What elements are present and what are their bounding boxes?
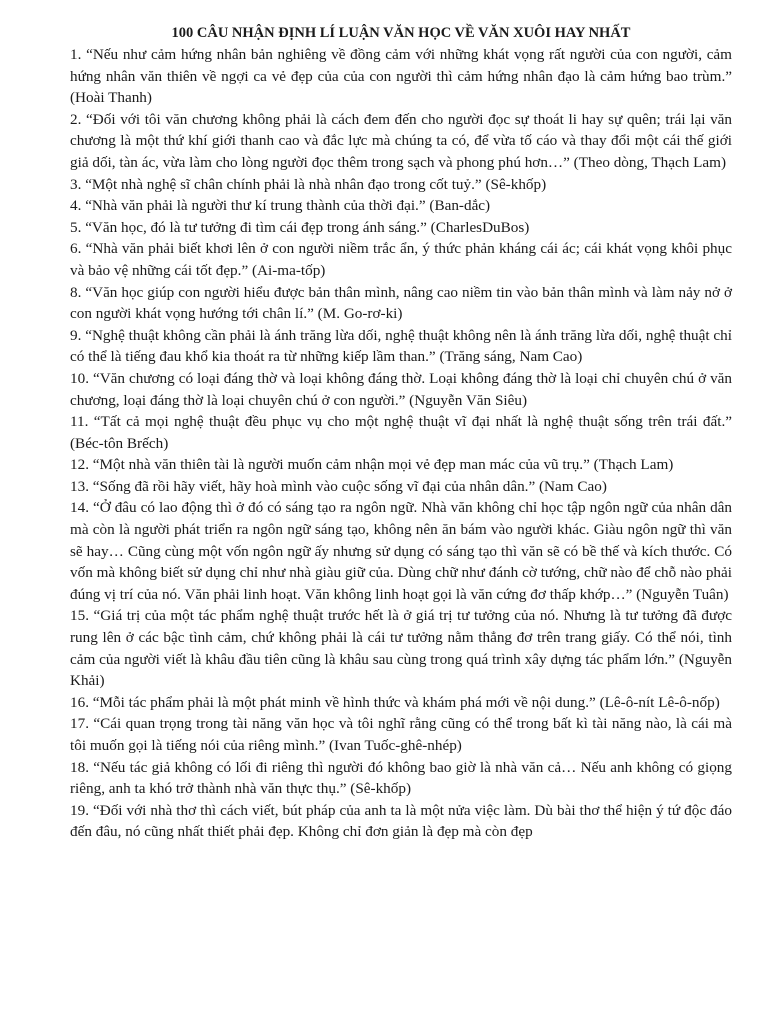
quote-item: 14. “Ở đâu có lao động thì ở đó có sáng tạo ra ngôn ngữ. Nhà văn không chỉ học tập ngôn ngữ của nhân dân mà còn là người phát triển ra ngôn ngữ sáng tạo, không nên ăn bám vào người khác. Giàu ngôn ngữ thì văn sẽ hay… Cũng cùng một vốn ngôn ngữ ấy nhưng sử dụng có sáng tạo thì văn sẽ có bề thế và kích thước. Có vốn mà không biết sử dụng chỉ như nhà giàu giữ của. Dùng chữ như đánh cờ tướng, chữ nào để chỗ nào phải đúng vị trí của nó. Văn phải linh hoạt. Văn không linh hoạt gọi là văn cứng đơ thấp khớp…” (Nguyễn Tuân) — [70, 499, 732, 603]
quote-item: 9. “Nghệ thuật không cần phải là ánh trăng lừa dối, nghệ thuật không nên là ánh trăng lừa dối, nghệ thuật chỉ có thể là tiếng đau khổ kia thoát ra từ những kiếp lầm than.” (Trăng sáng, Nam Cao) — [70, 326, 732, 366]
document-title: 100 CÂU NHẬN ĐỊNH LÍ LUẬN VĂN HỌC VỀ VĂN XUÔI HAY NHẤT — [171, 25, 631, 41]
quote-item: 4. “Nhà văn phải là người thư kí trung thành của thời đại.” (Ban-dắc) — [70, 197, 491, 215]
quote-item: 12. “Một nhà văn thiên tài là người muốn cảm nhận mọi vẻ đẹp man mác của vũ trụ.” (Thạch Lam) — [70, 456, 674, 474]
quote-item: 13. “Sống đã rồi hãy viết, hãy hoà mình vào cuộc sống vĩ đại của nhân dân.” (Nam Cao) — [70, 477, 607, 495]
quote-item: 10. “Văn chương có loại đáng thờ và loại không đáng thờ. Loại không đáng thờ là loại chỉ chuyên chú ở văn chương, loại đáng thờ là loại chuyên chú ở con người.” (Nguyễn Văn Siêu) — [70, 369, 732, 409]
quote-item: 17. “Cái quan trọng trong tài năng văn học và tôi nghĩ rằng cũng có thể trong bất kì tài năng nào, là cái mà tôi muốn gọi là tiếng nói của riêng mình.” (Ivan Tuốc-ghê-nhép) — [70, 715, 732, 754]
quote-item: 2. “Đối với tôi văn chương không phải là cách đem đến cho người đọc sự thoát li hay sự quên; trái lại văn chương là một thứ khí giới thanh cao và đắc lực mà chúng ta có, để vừa tố cáo và thay đổi một cái thế giới giả dối, tàn ác, vừa làm cho lòng người đọc thêm trong sạch và phong phú hơn…” (Theo dòng, Thạch Lam) — [70, 110, 732, 171]
quote-item: 15. “Giá trị của một tác phẩm nghệ thuật trước hết là ở giá trị tư tưởng của nó. Nhưng là tư tưởng đã được rung lên ở các bậc tình cảm, chứ không phải là cái tư tưởng nằm thẳng đơ trên trang giấy. Có thể nói, tình cảm của người viết là khâu đầu tiên cũng là khâu sau cùng trong quá trình xây dựng tác phẩm lớn.” (Nguyễn Khải) — [70, 607, 732, 690]
quote-item: 11. “Tất cả mọi nghệ thuật đều phục vụ cho một nghệ thuật vĩ đại nhất là nghệ thuật sống trên trái đất.” (Béc-tôn Brếch) — [70, 413, 732, 452]
quote-item: 16. “Mỗi tác phẩm phải là một phát minh về hình thức và khám phá mới về nội dung.” (Lê-ô-nít Lê-ô-nốp) — [70, 693, 720, 711]
quote-item: 5. “Văn học, đó là tư tưởng đi tìm cái đẹp trong ánh sáng.” (CharlesDuBos) — [70, 218, 530, 236]
document-page — [70, 22, 732, 843]
quote-item: 19. “Đối với nhà thơ thì cách viết, bút pháp của anh ta là một nửa việc làm. Dù bài thơ thể hiện ý tứ độc đáo đến đâu, nó cũng nhất thiết phải đẹp. Không chỉ đơn giản là đẹp mà còn đẹp — [70, 801, 732, 841]
quote-item: 18. “Nếu tác giả không có lối đi riêng thì người đó không bao giờ là nhà văn cả… Nếu anh không có giọng riêng, anh ta khó trở thành nhà văn thực thụ.” (Sê-khốp) — [70, 758, 732, 798]
quote-item: 3. “Một nhà nghệ sĩ chân chính phải là nhà nhân đạo trong cốt tuỷ.” (Sê-khốp) — [70, 175, 547, 193]
quote-item: 6. “Nhà văn phải biết khơi lên ở con người niềm trắc ẩn, ý thức phản kháng cái ác; cái khát vọng khôi phục và bảo vệ những cái tốt đẹp.” (Ai-ma-tốp) — [70, 240, 732, 279]
quote-item: 8. “Văn học giúp con người hiểu được bản thân mình, nâng cao niềm tin vào bản thân mình và làm nảy nở ở con người khát vọng hướng tới chân lí.” (M. Go-rơ-ki) — [70, 283, 732, 323]
quote-item: 1. “Nếu như cảm hứng nhân bản nghiêng về đồng cảm với những khát vọng rất người của con người, cảm hứng nhân văn thiên về ngợi ca vẻ đẹp của của con người thì cảm hứng nhân đạo là cảm hứng bao trùm.” (Hoài Thanh) — [70, 46, 732, 107]
